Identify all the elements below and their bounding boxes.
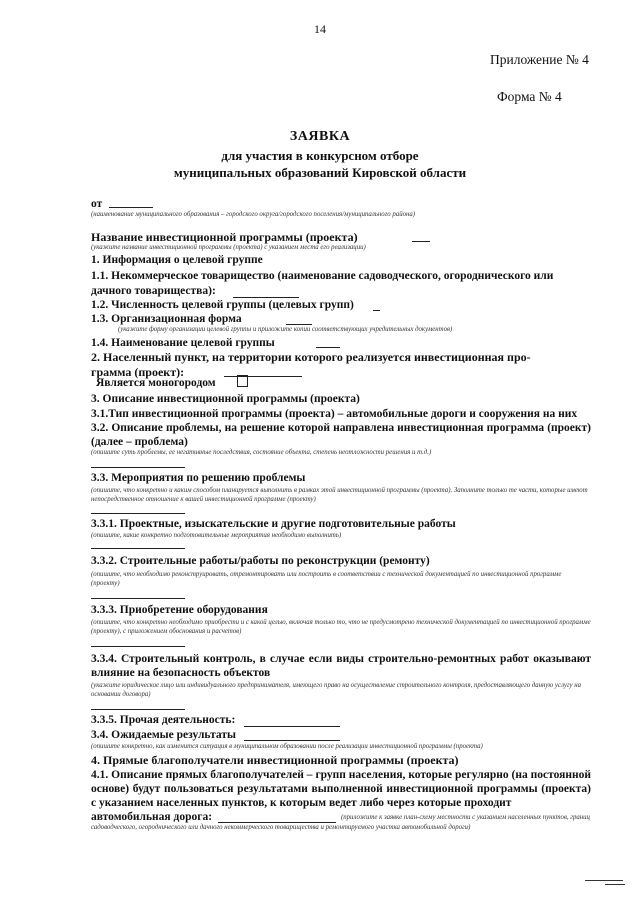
other-activity-field[interactable]	[244, 726, 340, 727]
section-3-3-3-note: (опишите, что конкретно необходимо приобрести и с какой целью, включая только то, что не предусмотрено технической документацией по инвестиционной программе (проекту), с приложением обоснования и расчетов)	[91, 619, 591, 635]
section-3-heading: 3. Описание инвестиционной программы (проекта)	[91, 393, 360, 405]
section-1-3-note: (укажите форму организации целевой группы и приложите копии соответствующих учредительных документов)	[118, 326, 453, 333]
section-3-3-1: 3.3.1. Проектные, изыскательские и другие подготовительные работы	[91, 518, 456, 530]
partnership-name-field[interactable]	[233, 297, 299, 298]
section-2-line1: 2. Населенный пункт, на территории которого реализуется инвестиционная про-	[91, 350, 531, 364]
section-3-3-4: 3.3.4. Строительный контроль, в случае если виды строительно-ремонтных работ оказывают влияние на безопасность объектов	[91, 653, 591, 679]
section-2-line2: грамма (проект):	[91, 365, 185, 379]
program-name-note: (укажите название инвестиционной программы (проекта) с указанием места его реализации)	[91, 244, 366, 251]
document-title: ЗАЯВКА	[289, 129, 351, 144]
document-subtitle-1: для участия в конкурсном отборе	[221, 148, 419, 163]
construction-control-field[interactable]	[91, 709, 185, 710]
construction-works-field[interactable]	[91, 598, 185, 599]
group-size-field[interactable]	[373, 310, 380, 311]
section-1-heading: 1. Информация о целевой группе	[91, 254, 263, 266]
from-label: от	[91, 198, 103, 210]
section-3-3: 3.3. Мероприятия по решению проблемы	[91, 472, 306, 484]
section-1-2: 1.2. Численность целевой группы (целевых групп)	[91, 299, 354, 311]
program-name-label: Название инвестиционной программы (проекта)	[91, 230, 358, 244]
section-3-3-1-note: (опишите, какие конкретно подготовительные мероприятия необходимо выполнить)	[91, 532, 342, 539]
road-label: автомобильная дорога:	[91, 811, 213, 823]
document-subtitle-2: муниципальных образований Кировской области	[173, 165, 467, 180]
section-1-1-line1: 1.1. Некоммерческое товарищество (наименование садоводческого, огороднического или	[91, 270, 554, 282]
expected-results-field[interactable]	[244, 740, 340, 741]
scan-mark	[605, 884, 625, 885]
from-note: (наименование муниципального образования – городского округа/городского поселения/муниципального района)	[91, 211, 416, 218]
org-form-field[interactable]	[286, 324, 312, 325]
section-4-heading: 4. Прямые благополучатели инвестиционной программы (проекта)	[91, 753, 459, 767]
section-1-1-line2: дачного товарищества):	[91, 285, 216, 297]
preparatory-works-field[interactable]	[91, 548, 185, 549]
measures-field[interactable]	[91, 513, 185, 514]
section-3-1: 3.1.Тип инвестиционной программы (проекта) – автомобильные дороги и сооружения на них	[91, 408, 578, 420]
monotown-label: Является моногородом	[96, 377, 216, 389]
section-3-2: 3.2. Описание проблемы, на решение которой направлена инвестиционная программа (проект) (далее – проблема)	[91, 422, 591, 448]
section-3-3-4-note: (укажите юридическое лицо или индивидуального предпринимателя, имеющего право на осуществление строительного контроля, предоставляющего данную услугу на основании договора)	[91, 682, 581, 698]
form-label: Форма № 4	[497, 89, 562, 104]
section-3-3-note: (опишите, что конкретно и каким способом планируется выполнить в рамках этой инвестиционной программы (проекта). Заполните только те части, которые имеют непосредственное отношение к вашей инвестиционной программе (проекту)	[91, 487, 588, 503]
section-4-1: 4.1. Описание прямых благополучателей – групп населения, которые регулярно (на постоянной основе) будут пользоваться результатами выполненной инвестиционной программы (проекта) с указанием населенных пунктов, к которым ведет либо через которые проходит	[91, 769, 591, 809]
program-name-field[interactable]	[412, 241, 430, 242]
group-name-field[interactable]	[316, 347, 340, 348]
section-3-4-note: (опишите конкретно, как изменится ситуация в муниципальном образовании после реализации инвестиционной программы (проекта)	[91, 743, 483, 750]
section-3-3-2-note: (опишите, что необходимо реконструировать, отремонтировать или построить в соответствии с технической документацией по инвестиционной программе (проекту)	[91, 571, 562, 587]
section-3-2-note: (опишите суть проблемы, ее негативные последствия, состояние объекта, степень неотложности решения и т.д.)	[91, 449, 432, 456]
locality-field[interactable]	[224, 376, 302, 377]
monotown-checkbox[interactable]	[237, 375, 248, 387]
section-3-3-3: 3.3.3. Приобретение оборудования	[91, 604, 268, 616]
page-number: 14	[314, 22, 326, 36]
road-note: (приложите к заявке план-схему местности с указанием населенных пунктов, границ садоводческого, огороднического или дачного некоммерческого товарищества и ремонтируемого участка автомобильной дороги)	[91, 814, 590, 831]
section-3-3-5: 3.3.5. Прочая деятельность:	[91, 714, 236, 726]
from-field[interactable]	[109, 207, 153, 208]
appendix-label: Приложение № 4	[490, 52, 589, 67]
scan-mark	[585, 880, 623, 881]
section-1-3: 1.3. Организационная форма	[91, 313, 242, 325]
problem-description-field[interactable]	[91, 467, 185, 468]
section-3-3-2: 3.3.2. Строительные работы/работы по реконструкции (ремонту)	[91, 555, 430, 567]
section-1-4: 1.4. Наименование целевой группы	[91, 337, 275, 349]
section-3-4: 3.4. Ожидаемые результаты	[91, 729, 236, 741]
equipment-field[interactable]	[91, 646, 185, 647]
